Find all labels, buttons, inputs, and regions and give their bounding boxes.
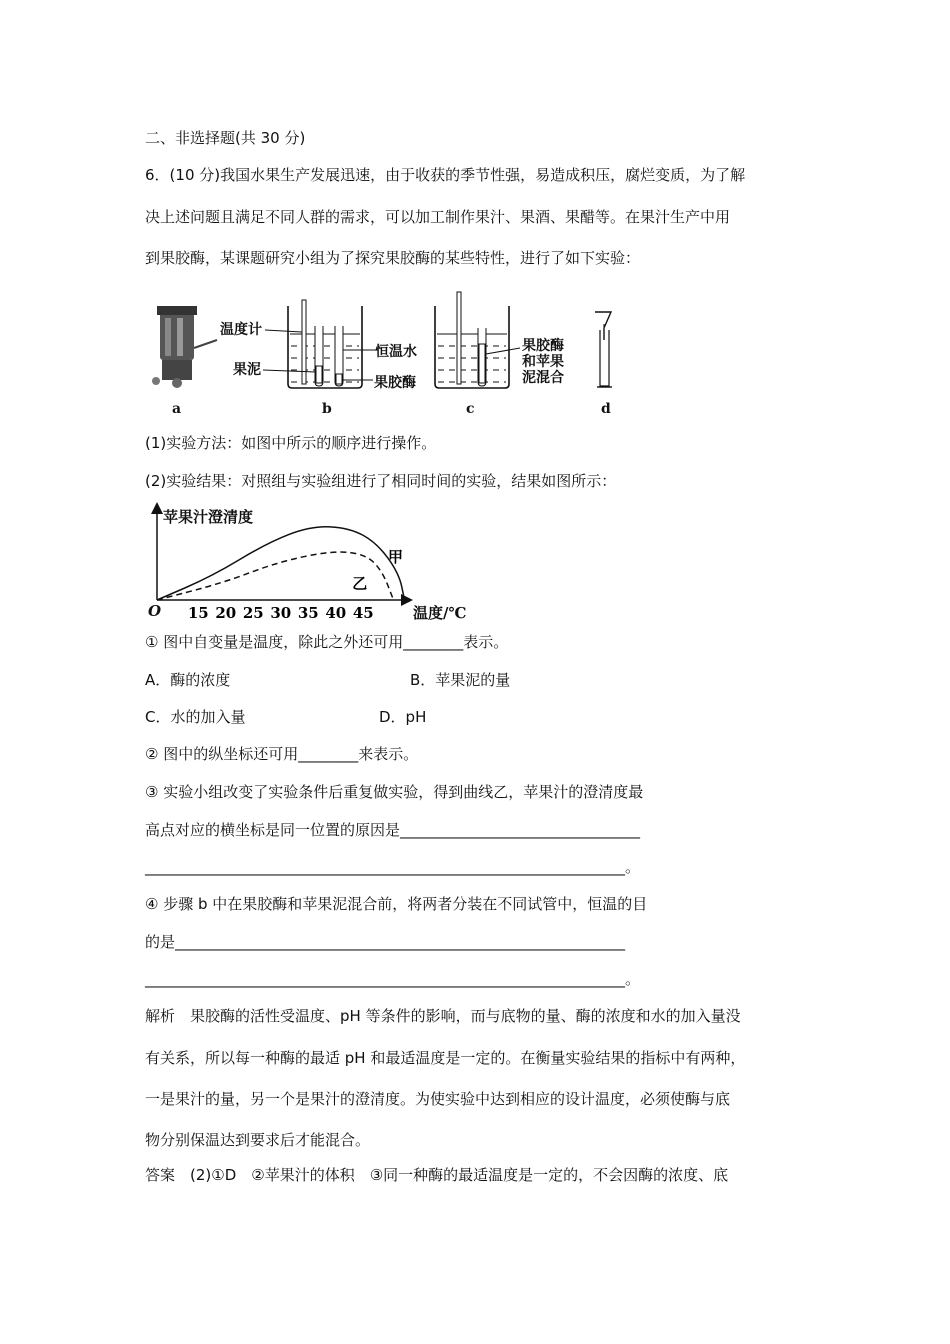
apparatus-figure bbox=[145, 288, 645, 423]
q3-line-3: ________________________________________________________________。 bbox=[145, 858, 641, 876]
analysis-line-4: 物分别保温达到要求后才能混合。 bbox=[145, 1131, 371, 1149]
x-tick-label-20: 20 bbox=[215, 604, 237, 622]
sublabel-a: a bbox=[172, 401, 182, 417]
label-pulp: 果泥 bbox=[233, 362, 261, 378]
q1-option-d: D．pH bbox=[379, 708, 427, 726]
beaker-b bbox=[263, 300, 378, 388]
question-6-line-3: 到果胶酶，某课题研究小组为了探究果胶酶的某些特性，进行了如下实验： bbox=[145, 249, 641, 267]
series-line-jia bbox=[157, 527, 405, 600]
juicer-device-image bbox=[152, 306, 217, 388]
clarity-chart bbox=[145, 500, 485, 625]
method-text: (1)实验方法：如图中所示的顺序进行操作。 bbox=[145, 434, 437, 452]
sublabel-b: b bbox=[322, 401, 332, 417]
q3-line-2: 高点对应的横坐标是同一位置的原因是________________________________ bbox=[145, 821, 641, 839]
origin-label: O bbox=[148, 602, 162, 620]
funnel-cylinder-d bbox=[595, 312, 612, 387]
q1-stem: ① 图中自变量是温度，除此之外还可用________表示。 bbox=[145, 633, 509, 651]
label-mix-3: 泥混合 bbox=[522, 370, 564, 386]
label-thermometer: 温度计 bbox=[220, 322, 262, 338]
sublabel-d: d bbox=[601, 401, 611, 417]
question-6-line-1: 6．(10 分)我国水果生产发展迅速，由于收获的季节性强，易造成积压，腐烂变质，为了解 bbox=[145, 166, 746, 184]
q4-line-1: ④ 步骤 b 中在果胶酶和苹果泥混合前，将两者分装在不同试管中，恒温的目 bbox=[145, 895, 648, 913]
label-mix-2: 和苹果 bbox=[522, 354, 564, 370]
x-tick-label-45: 45 bbox=[352, 604, 374, 622]
result-text: (2)实验结果：对照组与实验组进行了相同时间的实验，结果如图所示： bbox=[145, 472, 617, 490]
x-tick-label-35: 35 bbox=[297, 604, 319, 622]
q4-line-2: 的是____________________________________________________________ bbox=[145, 933, 626, 951]
y-axis-label: 苹果汁澄清度 bbox=[163, 508, 254, 526]
q4-line-3: ________________________________________________________________。 bbox=[145, 970, 641, 988]
x-axis-label: 温度/℃ bbox=[413, 604, 467, 622]
analysis-line-2: 有关系，所以每一种酶的最适 pH 和最适温度是一定的。在衡量实验结果的指标中有两种， bbox=[145, 1049, 746, 1067]
answer-line: 答案 (2)①D ②苹果汁的体积 ③同一种酶的最适温度是一定的，不会因酶的浓度、底 bbox=[145, 1166, 729, 1184]
x-tick-label-40: 40 bbox=[325, 604, 347, 622]
x-tick-label-25: 25 bbox=[242, 604, 264, 622]
analysis-line-1: 解析 果胶酶的活性受温度、pH 等条件的影响，而与底物的量、酶的浓度和水的加入量没 bbox=[145, 1007, 741, 1025]
sublabel-c: c bbox=[466, 401, 475, 417]
question-6-line-2: 决上述问题且满足不同人群的需求，可以加工制作果汁、果酒、果醋等。在果汁生产中用 bbox=[145, 208, 731, 226]
series-label-jia: 甲 bbox=[388, 548, 404, 566]
section-title: 二、非选择题(共 30 分) bbox=[145, 129, 306, 147]
q2-stem: ② 图中的纵坐标还可用________来表示。 bbox=[145, 745, 419, 763]
beaker-c bbox=[435, 292, 520, 388]
q1-option-c: C．水的加入量 bbox=[145, 708, 246, 726]
x-tick-label-15: 15 bbox=[187, 604, 209, 622]
analysis-line-3: 一是果汁的量，另一个是果汁的澄清度。为使实验中达到相应的设计温度，必须使酶与底 bbox=[145, 1090, 731, 1108]
label-mix-1: 果胶酶 bbox=[522, 338, 564, 354]
label-constant-water: 恒温水 bbox=[375, 344, 417, 360]
q3-line-1: ③ 实验小组改变了实验条件后重复做实验，得到曲线乙，苹果汁的澄清度最 bbox=[145, 783, 644, 801]
label-enzyme: 果胶酶 bbox=[374, 375, 416, 391]
q1-option-b: B．苹果泥的量 bbox=[410, 671, 511, 689]
x-tick-label-30: 30 bbox=[270, 604, 292, 622]
series-label-yi: 乙 bbox=[352, 574, 368, 593]
q1-option-a: A．酶的浓度 bbox=[145, 671, 231, 689]
